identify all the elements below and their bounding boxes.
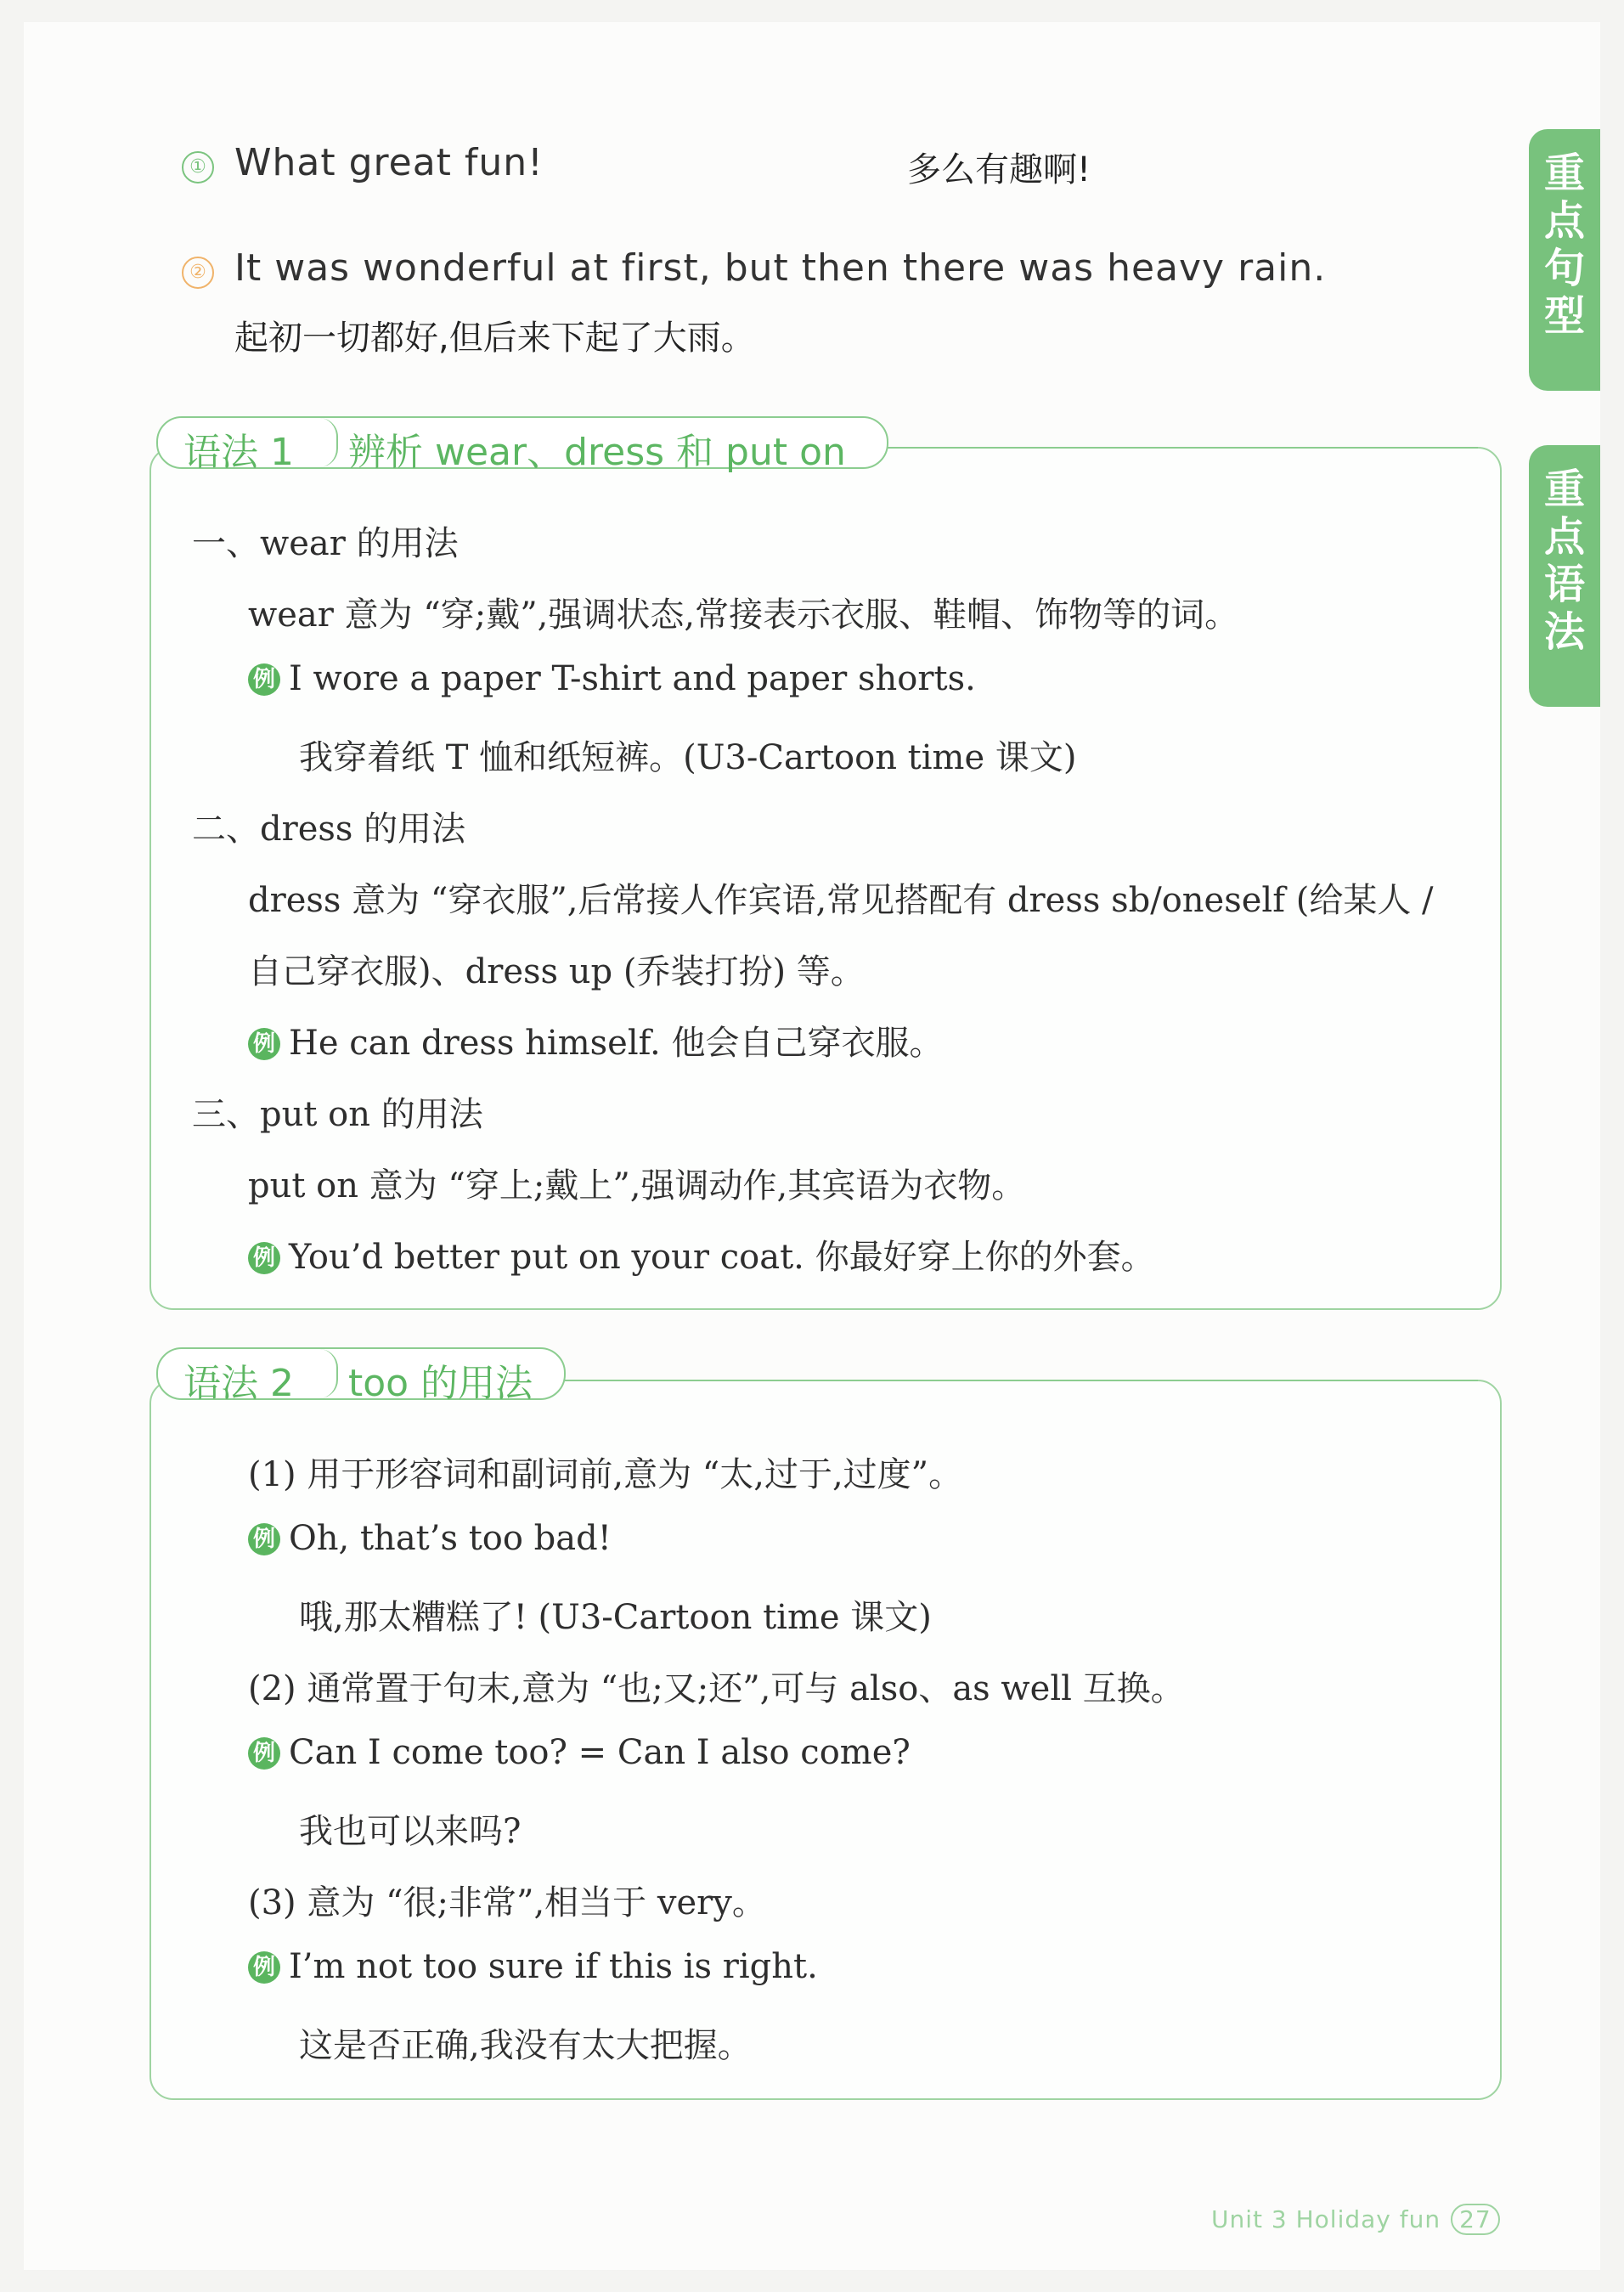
dress-example-text: He can dress himself. 他会自己穿衣服。 bbox=[289, 1024, 944, 1063]
dress-heading: 二、dress 的用法 bbox=[192, 810, 466, 849]
too-usage-1: (1) 用于形容词和副词前,意为 “太,过于,过度”。 bbox=[248, 1455, 963, 1494]
example-badge: 例 bbox=[248, 1242, 280, 1274]
example-badge: 例 bbox=[248, 1951, 280, 1984]
too-usage-3-translation: 这是否正确,我没有太大把握。 bbox=[299, 2026, 752, 2065]
tab-key-sentences[interactable] bbox=[1529, 129, 1600, 391]
dress-definition-2: 自己穿衣服)、dress up (乔装打扮) 等。 bbox=[248, 952, 865, 991]
too-usage-1-translation: 哦,那太糟糕了! (U3-Cartoon time 课文) bbox=[299, 1598, 932, 1637]
sentence-1-chinese: 多么有趣啊! bbox=[907, 150, 1091, 189]
wear-example-translation: 我穿着纸 T 恤和纸短裤。(U3-Cartoon time 课文) bbox=[299, 738, 1077, 777]
grammar-2-title-rule bbox=[561, 1380, 1478, 1381]
too-usage-2-example-text: Can I come too? = Can I also come? bbox=[289, 1733, 911, 1772]
too-usage-1-example bbox=[248, 1519, 612, 1558]
grammar-2-label: 语法 2 bbox=[183, 1362, 294, 1405]
sentence-1-number: ① bbox=[182, 151, 214, 183]
put-on-heading: 三、put on 的用法 bbox=[192, 1095, 483, 1134]
sentence-2-chinese: 起初一切都好,但后来下起了大雨。 bbox=[234, 319, 755, 358]
grammar-1-title: 辨析 wear、dress 和 put on bbox=[348, 431, 846, 474]
grammar-1-title-tab bbox=[156, 416, 888, 474]
too-usage-3-example-text: I’m not too sure if this is right. bbox=[289, 1947, 818, 1986]
footer-unit: Unit 3 Holiday fun bbox=[1211, 2205, 1441, 2233]
put-on-example-text: You’d better put on your coat. 你最好穿上你的外套。 bbox=[289, 1238, 1155, 1277]
sentence-2-number: ② bbox=[182, 257, 214, 289]
sentence-2-english: It was wonderful at first, but then there was heavy rain. bbox=[234, 246, 1327, 290]
too-usage-2-translation: 我也可以来吗? bbox=[299, 1812, 522, 1851]
too-usage-2-example bbox=[248, 1733, 911, 1772]
grammar-2-title-tab bbox=[156, 1347, 566, 1405]
example-badge: 例 bbox=[248, 663, 280, 696]
too-usage-1-example-text: Oh, that’s too bad! bbox=[289, 1519, 612, 1558]
sentence-1-english: What great fun! bbox=[234, 141, 544, 184]
wear-example-text: I wore a paper T-shirt and paper shorts. bbox=[289, 659, 976, 698]
page-number: 27 bbox=[1451, 2204, 1500, 2235]
wear-example bbox=[248, 659, 976, 698]
grammar-1-label: 语法 1 bbox=[183, 431, 294, 474]
tab-key-grammar[interactable] bbox=[1529, 445, 1600, 707]
put-on-example bbox=[248, 1230, 1155, 1279]
too-usage-2: (2) 通常置于句末,意为 “也;又;还”,可与 also、as well 互换。 bbox=[248, 1669, 1185, 1708]
wear-heading: 一、wear 的用法 bbox=[192, 524, 459, 563]
dress-example bbox=[248, 1016, 943, 1064]
grammar-2-separator bbox=[319, 1349, 338, 1398]
dress-definition-1: dress 意为 “穿衣服”,后常接人作宾语,常见搭配有 dress sb/oneself (给某人 / bbox=[248, 881, 1434, 920]
example-badge: 例 bbox=[248, 1523, 280, 1555]
too-usage-3-example bbox=[248, 1947, 818, 1986]
grammar-1-title-rule bbox=[883, 447, 1478, 449]
example-badge: 例 bbox=[248, 1737, 280, 1770]
tab-key-sentences-label: 重点句型 bbox=[1543, 150, 1585, 340]
example-badge: 例 bbox=[248, 1028, 280, 1060]
wear-definition: wear 意为 “穿;戴”,强调状态,常接表示衣服、鞋帽、饰物等的词。 bbox=[248, 596, 1239, 635]
put-on-definition: put on 意为 “穿上;戴上”,强调动作,其宾语为衣物。 bbox=[248, 1166, 1026, 1205]
too-usage-3: (3) 意为 “很;非常”,相当于 very。 bbox=[248, 1883, 766, 1922]
grammar-1-separator bbox=[319, 418, 338, 467]
page-footer bbox=[1211, 2204, 1500, 2235]
grammar-2-title: too 的用法 bbox=[348, 1362, 533, 1405]
tab-key-grammar-label: 重点语法 bbox=[1543, 466, 1585, 656]
